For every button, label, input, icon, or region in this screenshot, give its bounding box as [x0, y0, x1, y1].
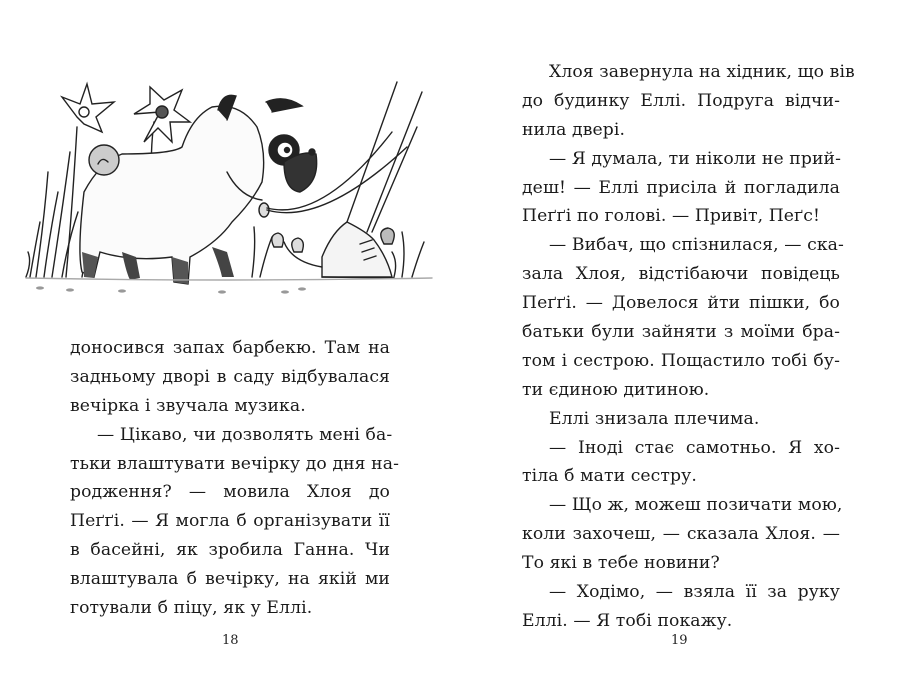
text-line: Пеґґі по голові. — Привіт, Пеґс!	[522, 206, 820, 227]
text-line: То які в тебе новини?	[522, 553, 720, 574]
text-line: Пеґґі. — Я могла б організувати її	[70, 511, 390, 532]
text-line: Пеґґі. — Довелося йти пішки, бо	[522, 293, 840, 314]
text-line: в басейні, як зробила Ганна. Чи	[70, 540, 390, 561]
text-line: Еллі знизала плечима.	[549, 408, 760, 429]
text-line: доносився запах барбекю. Там на	[70, 338, 390, 358]
text-line: родження? — мовила Хлоя до	[70, 482, 390, 503]
text-line: влаштувала б вечірку, на якій ми	[70, 569, 390, 590]
text-line: батьки були зайняти з моїми бра-	[522, 322, 840, 343]
text-line: нила двері.	[522, 119, 626, 140]
text-line: — Я думала, ти ніколи не прий-	[549, 148, 841, 169]
text-line: тьки влаштувати вечірку до дня на-	[70, 453, 399, 474]
left-page-text	[70, 334, 399, 623]
text-line: Еллі. — Я тобі покажу.	[522, 610, 733, 631]
text-line: вечірка і звучала музика.	[70, 395, 306, 416]
page-number: 19	[671, 633, 688, 648]
text-line: до будинку Еллі. Подруга відчи-	[522, 90, 840, 111]
text-line: ти єдиною дитиною.	[522, 379, 710, 400]
text-line: тіла б мати сестру.	[522, 466, 697, 487]
right-page	[455, 0, 910, 700]
pug-illustration-icon	[22, 72, 437, 297]
right-page-text	[522, 58, 855, 636]
text-line: задньому дворі в саду відбувалася	[70, 366, 390, 387]
text-line: — Цікаво, чи дозволять мені ба-	[97, 424, 393, 445]
text-line: — Вибач, що спізнилася, — ска-	[549, 235, 844, 256]
text-line: деш! — Еллі присіла й погладила	[522, 177, 840, 198]
text-line: готували б піцу, як у Еллі.	[70, 598, 313, 619]
text-line: — Що ж, можеш позичати мою,	[549, 495, 843, 516]
text-line: зала Хлоя, відстібаючи повідець	[522, 264, 840, 285]
text-line: коли захочеш, — сказала Хлоя. —	[522, 524, 840, 545]
text-line: — Ходімо, — взяла її за руку	[549, 582, 840, 603]
text-line: — Іноді стає самотньо. Я хо-	[549, 437, 840, 458]
text-line: Хлоя завернула на хідник, що вів	[549, 62, 855, 82]
page-number: 18	[222, 633, 239, 648]
text-line: том і сестрою. Пощастило тобі бу-	[522, 350, 840, 371]
